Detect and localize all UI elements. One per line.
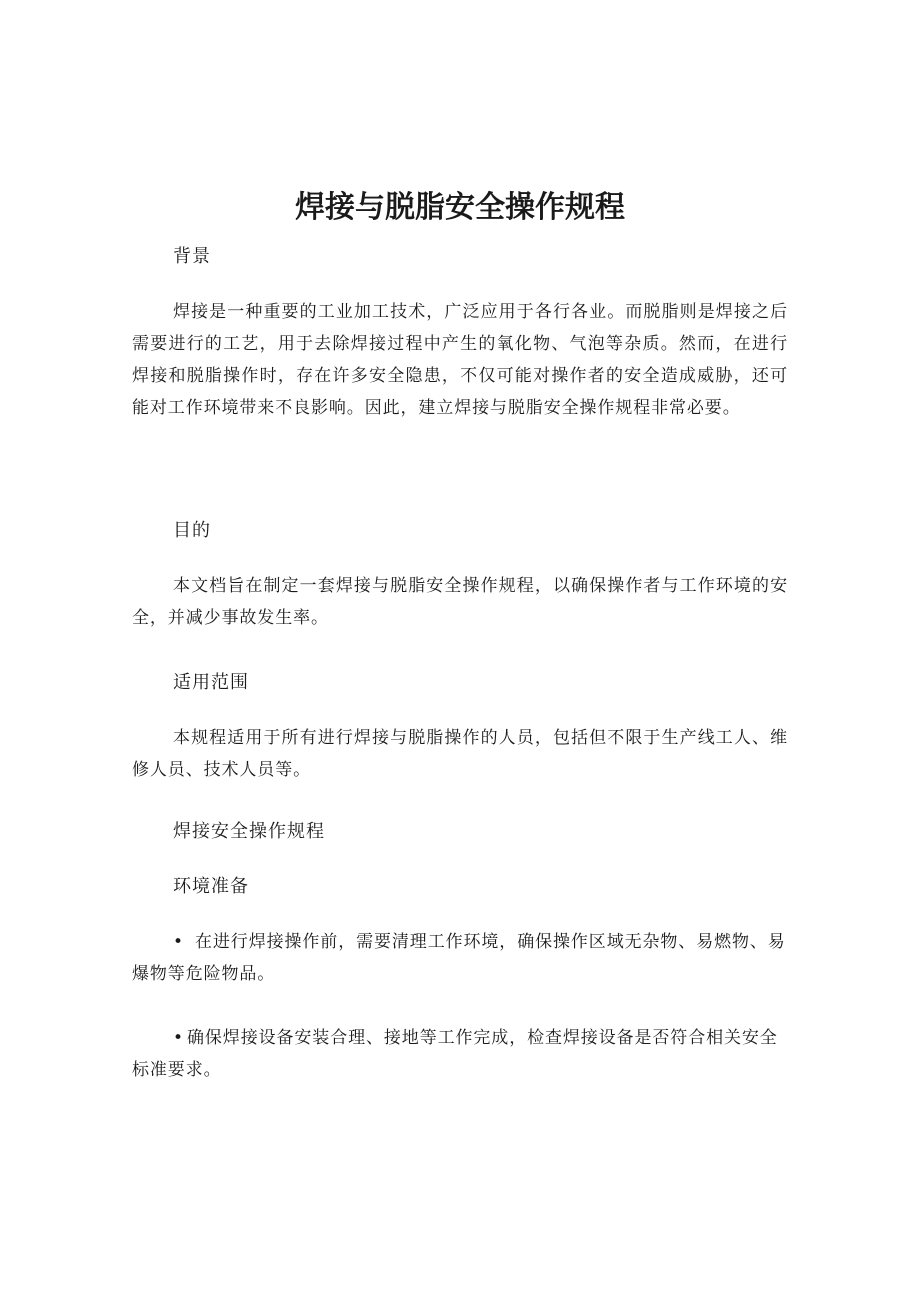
paragraph-scope: 本规程适用于所有进行焊接与脱脂操作的人员，包括但不限于生产线工人、维修人员、技术人员等。 (132, 728, 788, 780)
bullet-item (132, 1022, 788, 1086)
bullet-marker: • (173, 932, 184, 952)
bullet-item (132, 926, 788, 990)
section-heading-scope: 适用范围 (173, 672, 249, 693)
bullet-text: 在进行焊接操作前，需要清理工作环境，确保操作区域无杂物、易燃物、易爆物等危险物品。 (132, 932, 786, 984)
document-title: 焊接与脱脂安全操作规程 (295, 190, 625, 225)
paragraph-purpose: 本文档旨在制定一套焊接与脱脂安全操作规程，以确保操作者与工作环境的安全，并减少事故发生率。 (132, 576, 788, 628)
bullet-marker: • (173, 1028, 184, 1048)
bullet-text: 确保焊接设备安装合理、接地等工作完成，检查焊接设备是否符合相关安全标准要求。 (132, 1028, 778, 1080)
section-heading-environment: 环境准备 (173, 876, 249, 897)
section-heading-background: 背景 (173, 246, 211, 267)
section-heading-welding-safety: 焊接安全操作规程 (173, 821, 325, 842)
section-heading-purpose: 目的 (173, 520, 211, 541)
paragraph-background: 焊接是一种重要的工业加工技术，广泛应用于各行各业。而脱脂则是焊接之后需要进行的工艺，用于去除焊接过程中产生的氧化物、气泡等杂质。然而，在进行焊接和脱脂操作时，存在许多安全隐患，不仅可能对操作者的安全造成威胁，还可能对工作环境带来不良影响。因此，建立焊接与脱脂安全操作规程非常必要。 (132, 302, 788, 418)
